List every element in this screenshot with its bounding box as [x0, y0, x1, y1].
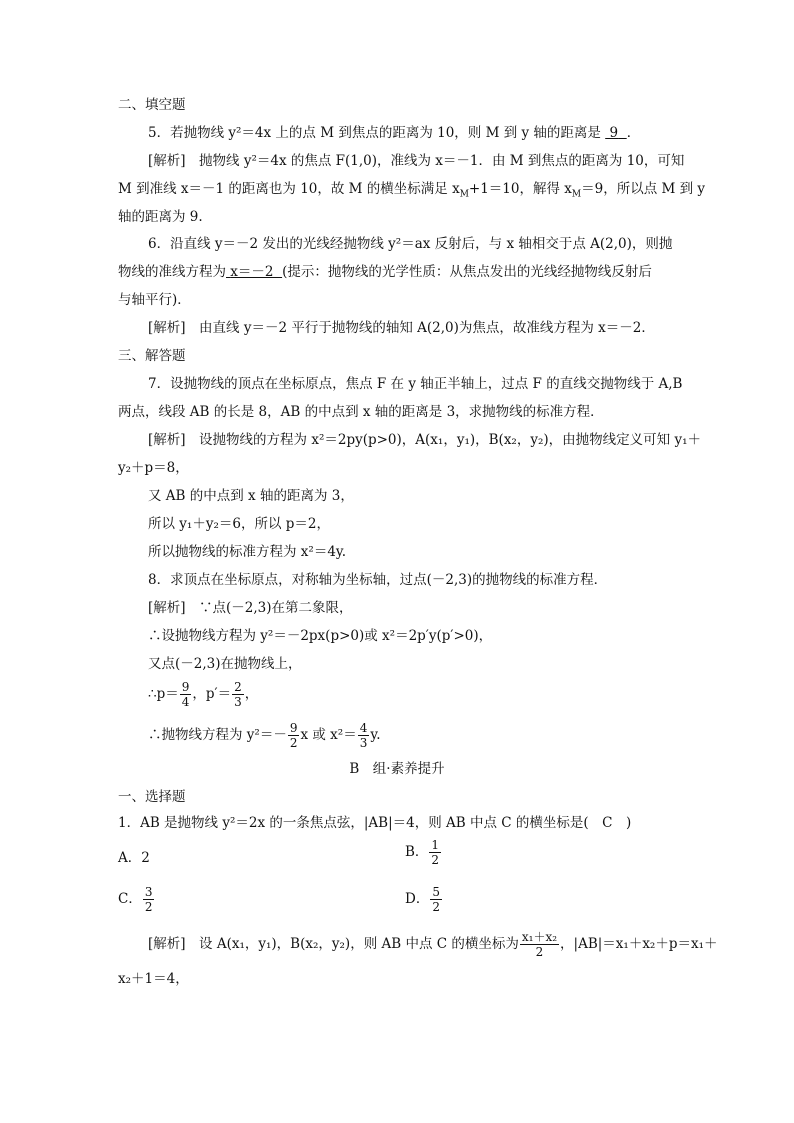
fraction: [232, 680, 244, 709]
q7-solution-line-4: 所以 y₁＋y₂＝6，所以 p＝2，: [148, 516, 330, 532]
denominator: 2: [535, 945, 544, 959]
numerator: 4: [359, 721, 368, 735]
q5-sol-2-sub2: M: [571, 189, 582, 200]
q5-sol-2c: ＝9，所以点 M 到 y: [581, 181, 706, 197]
denominator: 3: [359, 736, 368, 750]
denominator: 2: [144, 900, 153, 914]
q7-solution-line-3: 又 AB 的中点到 x 轴的距离为 3，: [148, 488, 354, 504]
fraction: [143, 885, 155, 914]
section-heading-fill-blank: 二、填空题: [118, 97, 186, 113]
fraction: [358, 721, 370, 750]
q8-pprime-label: ，p′＝: [192, 686, 232, 702]
q6-text: 物线的准线方程为: [118, 264, 226, 280]
option-d-label: D．: [405, 891, 430, 907]
q8-solution-line-1: [解析] ∵点(－2,3)在第二象限，: [148, 600, 353, 616]
option-a: A．2: [118, 850, 150, 866]
b1-sol-a: [解析] 设 A(x₁，y₁)，B(x₂，y₂)，则 AB 中点 C 的横坐标为: [148, 936, 519, 952]
b1-solution-line-1: [148, 930, 718, 959]
question-6-line-2: [118, 262, 652, 282]
question-6-line-3: 与轴平行)．: [118, 292, 191, 308]
question-6-line-1: 6．沿直线 y＝－2 发出的光线经抛物线 y²＝ax 反射后，与 x 轴相交于点 A(2,0)，则抛: [148, 236, 673, 252]
denominator: 2: [431, 853, 440, 867]
numerator: 5: [432, 885, 440, 899]
q6-hint: (提示：抛物线的光学性质：从焦点发出的光线经抛物线反射后: [282, 264, 652, 280]
q5-sol-2b: +1＝10，解得 x: [468, 181, 572, 197]
denominator: 2: [432, 900, 440, 914]
q7-solution-line-1: [解析] 设抛物线的方程为 x²＝2py(p>0)，A(x₁，y₁)，B(x₂，y₂)，由抛物线定义可知 y₁＋: [148, 432, 701, 448]
b1-sol-b: ，|AB|＝x₁＋x₂＋p＝x₁＋: [560, 936, 718, 952]
numerator: 9: [181, 680, 190, 694]
numerator: 3: [144, 885, 153, 899]
option-b: [405, 838, 442, 867]
fraction: [180, 680, 192, 709]
q8-p-label: ∴p＝: [148, 686, 179, 702]
numerator: 9: [289, 721, 298, 735]
fraction: [430, 885, 442, 914]
denominator: 3: [234, 695, 242, 709]
q5-sol-2a: M 到准线 x＝－1 的距离也为 10，故 M 的横坐标满足 x: [118, 181, 460, 197]
q5-solution-line-3: 轴的距离为 9.: [118, 209, 203, 225]
fraction: [288, 721, 300, 750]
q5-solution-line-1: [解析] 抛物线 y²＝4x 的焦点 F(1,0)，准线为 x＝－1．由 M 到焦点的距离为 10，可知: [148, 153, 685, 169]
q8-solution-line-4: [148, 680, 258, 709]
numerator: x₁＋x₂: [521, 930, 558, 944]
denominator: 2: [289, 736, 298, 750]
q8-comma: ，: [244, 686, 259, 702]
q5-solution-line-2: [118, 179, 705, 205]
option-c: [118, 885, 155, 914]
denominator: 4: [181, 695, 190, 709]
question-7-line-1: 7．设抛物线的顶点在坐标原点，焦点 F 在 y 轴正半轴上，过点 F 的直线交抛物线于 A,B: [148, 376, 683, 392]
option-b-label: B．: [405, 844, 429, 860]
fraction: [429, 838, 441, 867]
group-b-heading: B 组·素养提升: [349, 761, 445, 777]
q5-text: 5．若抛物线 y²＝4x 上的点 M 到焦点的距离为 10，则 M 到 y 轴的距离是: [148, 125, 601, 141]
q6-answer: x＝－2: [230, 264, 274, 280]
section-heading-choice: 一、选择题: [118, 789, 186, 805]
q7-solution-line-5: 所以抛物线的标准方程为 x²＝4y.: [148, 544, 347, 560]
q5-sol-2-sub: M: [459, 189, 469, 200]
option-c-label: C．: [118, 891, 142, 907]
question-7-line-2: 两点，线段 AB 的长是 8，AB 的中点到 x 轴的距离是 3，求抛物线的标准方程．: [118, 404, 604, 420]
q8-eq-c: y.: [370, 727, 381, 743]
question-5: [148, 123, 640, 143]
question-b1: 1．AB 是抛物线 y²＝2x 的一条焦点弦，|AB|＝4，则 AB 中点 C 的横坐标是( C ): [118, 815, 632, 831]
q8-eq-a: ∴抛物线方程为 y²＝－: [148, 727, 287, 743]
b1-solution-line-2: x₂＋1＝4，: [118, 971, 189, 987]
q6-solution: [解析] 由直线 y＝－2 平行于抛物线的轴知 A(2,0)为焦点，故准线方程为 x＝－2．: [148, 320, 655, 336]
option-d: [405, 885, 443, 914]
fraction: [520, 930, 559, 959]
numerator: 2: [234, 680, 242, 694]
q8-solution-line-5: [148, 721, 380, 750]
q5-end: ．: [626, 125, 641, 141]
q8-eq-b: x 或 x²＝: [300, 727, 357, 743]
q8-solution-line-3: 又点(－2,3)在抛物线上，: [148, 656, 302, 672]
q7-solution-line-2: y₂＋p＝8，: [118, 460, 189, 476]
numerator: 1: [431, 838, 440, 852]
question-8: 8．求顶点在坐标原点，对称轴为坐标轴，过点(－2,3)的抛物线的标准方程．: [148, 572, 608, 588]
section-heading-answer: 三、解答题: [118, 348, 186, 364]
q5-answer: 9: [609, 125, 619, 141]
q8-solution-line-2: ∴设抛物线方程为 y²＝－2px(p>0)或 x²＝2p′y(p′>0)，: [148, 628, 493, 644]
